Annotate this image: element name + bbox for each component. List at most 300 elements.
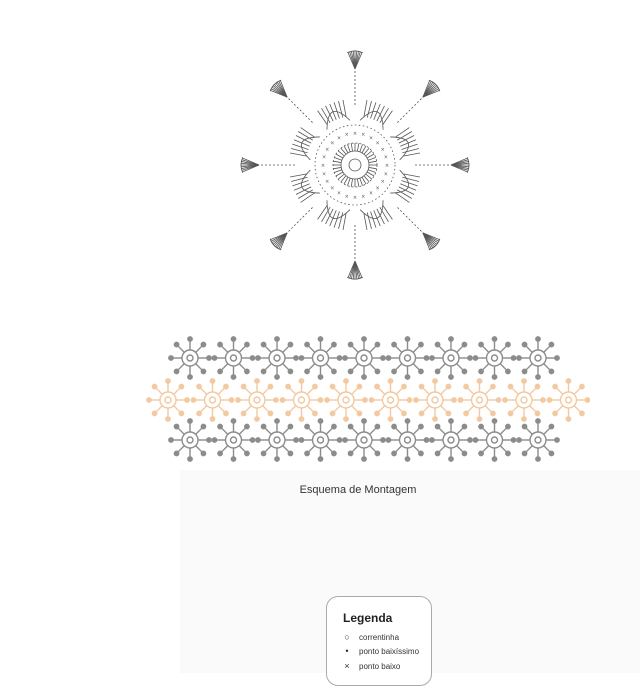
motif-tip <box>549 424 553 428</box>
motif-tip <box>344 379 348 383</box>
motif-tip <box>362 337 366 341</box>
stitch-mark <box>357 143 358 151</box>
motif-tip <box>477 417 481 421</box>
single-crochet-mark: × <box>325 179 330 185</box>
gray-motif <box>212 419 254 461</box>
motif-tip <box>435 451 439 455</box>
stitch-mark <box>344 146 348 153</box>
peach-motif <box>547 379 589 421</box>
motif-tip <box>318 398 322 402</box>
peach-motif <box>147 379 189 421</box>
motif-tip <box>294 438 298 442</box>
stitch-mark <box>301 193 315 203</box>
stitch-mark <box>333 167 341 168</box>
stitch-mark <box>334 170 342 173</box>
motif-tip <box>580 411 584 415</box>
motif-tip <box>224 384 228 388</box>
motif-center <box>492 355 498 361</box>
stitch-mark <box>395 128 409 138</box>
motif-tip <box>496 398 500 402</box>
petal-arc <box>360 111 383 129</box>
motif-tip <box>506 424 510 428</box>
motif-tip <box>407 398 411 402</box>
peach-motif <box>458 379 500 421</box>
motif-tip <box>299 379 303 383</box>
motif-tip <box>506 369 510 373</box>
motif-ring <box>313 350 329 366</box>
motif-tip <box>275 419 279 423</box>
motif-tip <box>375 342 379 346</box>
motif-tip <box>449 419 453 423</box>
motif-tip <box>362 419 366 423</box>
motif-center <box>448 437 454 443</box>
motif-tip <box>375 424 379 428</box>
peach-motif <box>236 379 278 421</box>
single-crochet-mark: × <box>352 195 358 201</box>
stitch-mark <box>291 148 307 152</box>
motif-ring <box>226 432 242 448</box>
motif-center <box>231 437 237 443</box>
motif-center <box>299 397 305 403</box>
gray-motif <box>473 419 515 461</box>
motif-tip <box>318 419 322 423</box>
motif-tip <box>449 375 453 379</box>
motif-tip <box>375 369 379 373</box>
stitch-mark <box>399 136 414 144</box>
motif-tip <box>503 398 507 402</box>
motif-tip <box>362 375 366 379</box>
motif-tip <box>305 424 309 428</box>
motif-tip <box>275 457 279 461</box>
motif-tip <box>555 438 559 442</box>
motif-ring <box>269 350 285 366</box>
motif-center <box>254 397 260 403</box>
fan-tip <box>241 157 295 173</box>
motif-tip <box>210 417 214 421</box>
stitch-mark <box>397 131 412 140</box>
stitch-mark <box>380 207 389 222</box>
crochet-motif-diagram <box>230 45 480 285</box>
stitch-mark <box>362 146 366 153</box>
motif-tip <box>245 342 249 346</box>
fan-tip <box>270 207 312 249</box>
motif-tip <box>553 384 557 388</box>
motif-tip <box>402 411 406 415</box>
motif-tip <box>305 451 309 455</box>
motif-tip <box>462 369 466 373</box>
stitch-mark <box>395 193 409 203</box>
motif-tip <box>392 342 396 346</box>
motif-ring <box>182 432 198 448</box>
motif-tip <box>468 356 472 360</box>
center-ring <box>349 159 361 171</box>
stitch-mark <box>301 128 315 138</box>
motif-tip <box>166 417 170 421</box>
motif-tip <box>585 398 589 402</box>
motif-tip <box>553 411 557 415</box>
motif-tip <box>231 375 235 379</box>
stitch-mark <box>338 101 342 117</box>
gray-motif <box>473 337 515 379</box>
motif-tip <box>261 342 265 346</box>
motif-ring <box>516 392 532 408</box>
motif-tip <box>419 411 423 415</box>
stitch-mark <box>402 177 418 181</box>
motif-tip <box>325 398 329 402</box>
petal <box>360 100 392 130</box>
ring <box>341 151 369 179</box>
motif-ring <box>249 392 265 408</box>
motif-tip <box>245 369 249 373</box>
motif-tip <box>549 369 553 373</box>
motif-tip <box>522 379 526 383</box>
motif-tip <box>473 438 477 442</box>
stitch-mark <box>347 178 350 186</box>
motif-tip <box>479 342 483 346</box>
motif-tip <box>566 379 570 383</box>
motif-tip <box>375 384 379 388</box>
stitch-mark <box>399 187 414 195</box>
motif-tip <box>174 369 178 373</box>
motif-tip <box>386 356 390 360</box>
peach-motif <box>414 379 456 421</box>
motif-tip <box>405 337 409 341</box>
petal <box>360 200 392 230</box>
motif-tip <box>419 342 423 346</box>
motif-tip <box>535 411 539 415</box>
motif-tip <box>318 337 322 341</box>
motif-tip <box>348 369 352 373</box>
motif-center <box>535 437 541 443</box>
motif-tip <box>386 438 390 442</box>
fan-tip <box>347 51 363 105</box>
motif-tip <box>261 451 265 455</box>
stitch-mark <box>368 170 376 173</box>
motif-center <box>187 355 193 361</box>
stitch-mark <box>336 172 343 176</box>
motif-tip <box>236 398 240 402</box>
petal <box>390 128 420 160</box>
gray-motif <box>343 419 385 461</box>
motif-tip <box>288 451 292 455</box>
motif-tip <box>462 451 466 455</box>
motif-tip <box>201 369 205 373</box>
single-crochet-mark: × <box>361 193 366 200</box>
motif-center <box>318 355 324 361</box>
gray-motif <box>430 337 472 379</box>
stitch-mark <box>298 131 313 140</box>
petal <box>390 170 420 202</box>
motif-center <box>405 437 411 443</box>
stitch-mark <box>367 212 371 228</box>
motif-tip <box>218 424 222 428</box>
single-crochet-mark: × <box>380 147 385 153</box>
stitch-mark <box>362 177 366 184</box>
stitch-mark <box>402 148 418 152</box>
motif-tip <box>473 356 477 360</box>
motif-tip <box>536 457 540 461</box>
motif-tip <box>549 451 553 455</box>
single-crochet-mark: × <box>383 154 389 161</box>
motif-tip <box>492 337 496 341</box>
motif-tip <box>288 369 292 373</box>
motif-center <box>274 437 280 443</box>
motif-tip <box>344 417 348 421</box>
motif-tip <box>218 369 222 373</box>
motif-tip <box>535 384 539 388</box>
motif-tip <box>522 451 526 455</box>
motif-tip <box>218 342 222 346</box>
motif-tip <box>197 384 201 388</box>
motif-tip <box>522 342 526 346</box>
stitch-mark <box>380 108 389 123</box>
motif-center <box>492 437 498 443</box>
motif-tip <box>424 438 428 442</box>
motif-tip <box>468 438 472 442</box>
gray-motif <box>256 337 298 379</box>
motif-tip <box>268 411 272 415</box>
motif-tip <box>343 438 347 442</box>
motif-tip <box>435 424 439 428</box>
motif-tip <box>392 424 396 428</box>
motif-tip <box>392 451 396 455</box>
motif-tip <box>511 438 515 442</box>
motif-tip <box>508 411 512 415</box>
motif-tip <box>313 411 317 415</box>
motif-tip <box>294 356 298 360</box>
motif-tip <box>152 384 156 388</box>
motif-tip <box>430 438 434 442</box>
motif-tip <box>201 424 205 428</box>
motif-tip <box>250 438 254 442</box>
motif-tip <box>188 375 192 379</box>
stitch-mark <box>296 136 311 144</box>
single-crochet-mark: × <box>380 179 385 185</box>
motif-tip <box>477 379 481 383</box>
motif-tip <box>430 356 434 360</box>
motif-tip <box>179 384 183 388</box>
motif-center <box>477 397 483 403</box>
motif-tip <box>169 356 173 360</box>
motif-tip <box>231 419 235 423</box>
motif-tip <box>245 451 249 455</box>
motif-tip <box>402 384 406 388</box>
motif-tip <box>174 424 178 428</box>
stitch-mark <box>326 209 334 224</box>
motif-tip <box>231 457 235 461</box>
motif-tip <box>207 356 211 360</box>
single-crochet-mark: × <box>336 190 342 197</box>
slip-stitch-symbol: • <box>345 646 349 656</box>
motif-tip <box>555 356 559 360</box>
motif-tip <box>275 337 279 341</box>
motif-tip <box>299 417 303 421</box>
motif-tip <box>464 411 468 415</box>
gray-motif <box>169 419 211 461</box>
motif-center <box>405 355 411 361</box>
gray-motif <box>517 419 559 461</box>
motif-tip <box>169 438 173 442</box>
gray-motif <box>430 419 472 461</box>
single-crochet-mark: × <box>330 140 335 147</box>
motif-tip <box>348 342 352 346</box>
motif-tip <box>313 384 317 388</box>
motif-tip <box>369 398 373 402</box>
motif-tip <box>261 424 265 428</box>
motif-tip <box>492 419 496 423</box>
motif-tip <box>517 438 521 442</box>
motif-ring <box>356 350 372 366</box>
legend-item-correntinha <box>341 631 399 643</box>
petal-arc <box>390 170 408 193</box>
motif-ring <box>530 350 546 366</box>
motif-tip <box>332 342 336 346</box>
stitch-mark <box>298 190 313 199</box>
stitch-mark <box>397 190 412 199</box>
motif-tip <box>268 384 272 388</box>
motif-tip <box>462 424 466 428</box>
motif-tip <box>245 424 249 428</box>
motif-tip <box>274 398 278 402</box>
chain-line <box>287 207 312 232</box>
motif-center <box>343 397 349 403</box>
petal <box>290 170 320 202</box>
stitch-mark <box>321 207 330 222</box>
motif-tip <box>337 356 341 360</box>
peach-motif <box>191 379 233 421</box>
motif-tip <box>547 398 551 402</box>
gray-motif <box>256 419 298 461</box>
motif-tip <box>458 398 462 402</box>
stitch-mark <box>368 157 376 160</box>
motif-tip <box>343 356 347 360</box>
motif-center <box>535 355 541 361</box>
motif-tip <box>305 369 309 373</box>
motif-ring <box>427 392 443 408</box>
petal <box>318 200 350 230</box>
legend-title: Legenda <box>343 611 393 625</box>
single-crochet-mark: × <box>375 185 380 192</box>
motif-tip <box>424 356 428 360</box>
motif-tip <box>433 379 437 383</box>
motif-ring <box>160 392 176 408</box>
stitch-mark <box>333 161 341 162</box>
ring <box>315 125 395 205</box>
single-crochet-mark: × <box>384 163 390 169</box>
stitch-mark <box>318 111 328 125</box>
motif-tip <box>375 411 379 415</box>
peach-motif <box>325 379 367 421</box>
stitch-mark <box>321 108 330 123</box>
motif-tip <box>174 342 178 346</box>
motif-tip <box>288 342 292 346</box>
gray-motif <box>169 337 211 379</box>
motif-tip <box>419 424 423 428</box>
motif-tip <box>419 369 423 373</box>
gray-motif <box>299 419 341 461</box>
motif-tip <box>536 337 540 341</box>
motif-center <box>448 355 454 361</box>
motif-tip <box>392 369 396 373</box>
motif-tip <box>256 356 260 360</box>
fan-tip <box>270 80 312 122</box>
motif-tip <box>405 457 409 461</box>
stitch-mark <box>291 177 307 181</box>
stitch-mark <box>347 144 350 152</box>
motif-tip <box>218 451 222 455</box>
motif-tip <box>388 417 392 421</box>
motif-tip <box>318 375 322 379</box>
single-crochet-mark: × <box>368 190 374 197</box>
motif-tip <box>188 337 192 341</box>
motif-tip <box>241 411 245 415</box>
motif-tip <box>449 457 453 461</box>
petal-arc <box>390 137 408 160</box>
chain-stitch-symbol: ○ <box>344 632 350 642</box>
motif-tip <box>332 451 336 455</box>
stitch-mark <box>351 179 352 187</box>
motif-tip <box>188 419 192 423</box>
motif-tip <box>541 398 545 402</box>
petal-arc <box>327 200 350 218</box>
gray-motif <box>299 337 341 379</box>
assembly-diagram <box>140 330 590 470</box>
motif-group <box>241 51 469 279</box>
motif-ring <box>530 432 546 448</box>
motif-tip <box>185 398 189 402</box>
motif-tip <box>405 375 409 379</box>
motif-tip <box>388 379 392 383</box>
motif-tip <box>492 457 496 461</box>
stitch-mark <box>369 167 377 168</box>
gray-motif <box>517 337 559 379</box>
motif-tip <box>491 411 495 415</box>
motif-tip <box>511 356 515 360</box>
motif-center <box>388 397 394 403</box>
motif-tip <box>250 356 254 360</box>
petal-arc <box>327 111 350 129</box>
motif-tip <box>419 451 423 455</box>
diagram-caption: Esquema de Montagem <box>299 484 417 496</box>
stitch-mark <box>336 154 343 158</box>
motif-tip <box>348 451 352 455</box>
motif-tip <box>449 337 453 341</box>
motif-tip <box>522 424 526 428</box>
stitch-mark <box>357 179 358 187</box>
stitch-mark <box>367 172 374 176</box>
motif-ring <box>338 392 354 408</box>
motif-tip <box>280 398 284 402</box>
motif-tip <box>299 356 303 360</box>
motif-ring <box>383 392 399 408</box>
legend-label: correntinha <box>359 632 400 642</box>
motif-tip <box>191 398 195 402</box>
motif-ring <box>269 432 285 448</box>
motif-tip <box>452 398 456 402</box>
motif-tip <box>492 375 496 379</box>
motif-tip <box>212 356 216 360</box>
motif-tip <box>357 384 361 388</box>
motif-tip <box>256 438 260 442</box>
single-crochet-mark: × <box>321 154 327 161</box>
motif-tip <box>462 342 466 346</box>
motif-tip <box>381 356 385 360</box>
motif-tip <box>229 398 233 402</box>
motif-tip <box>446 384 450 388</box>
motif-ring <box>356 432 372 448</box>
stitch-mark <box>360 178 363 186</box>
motif-center <box>361 437 367 443</box>
